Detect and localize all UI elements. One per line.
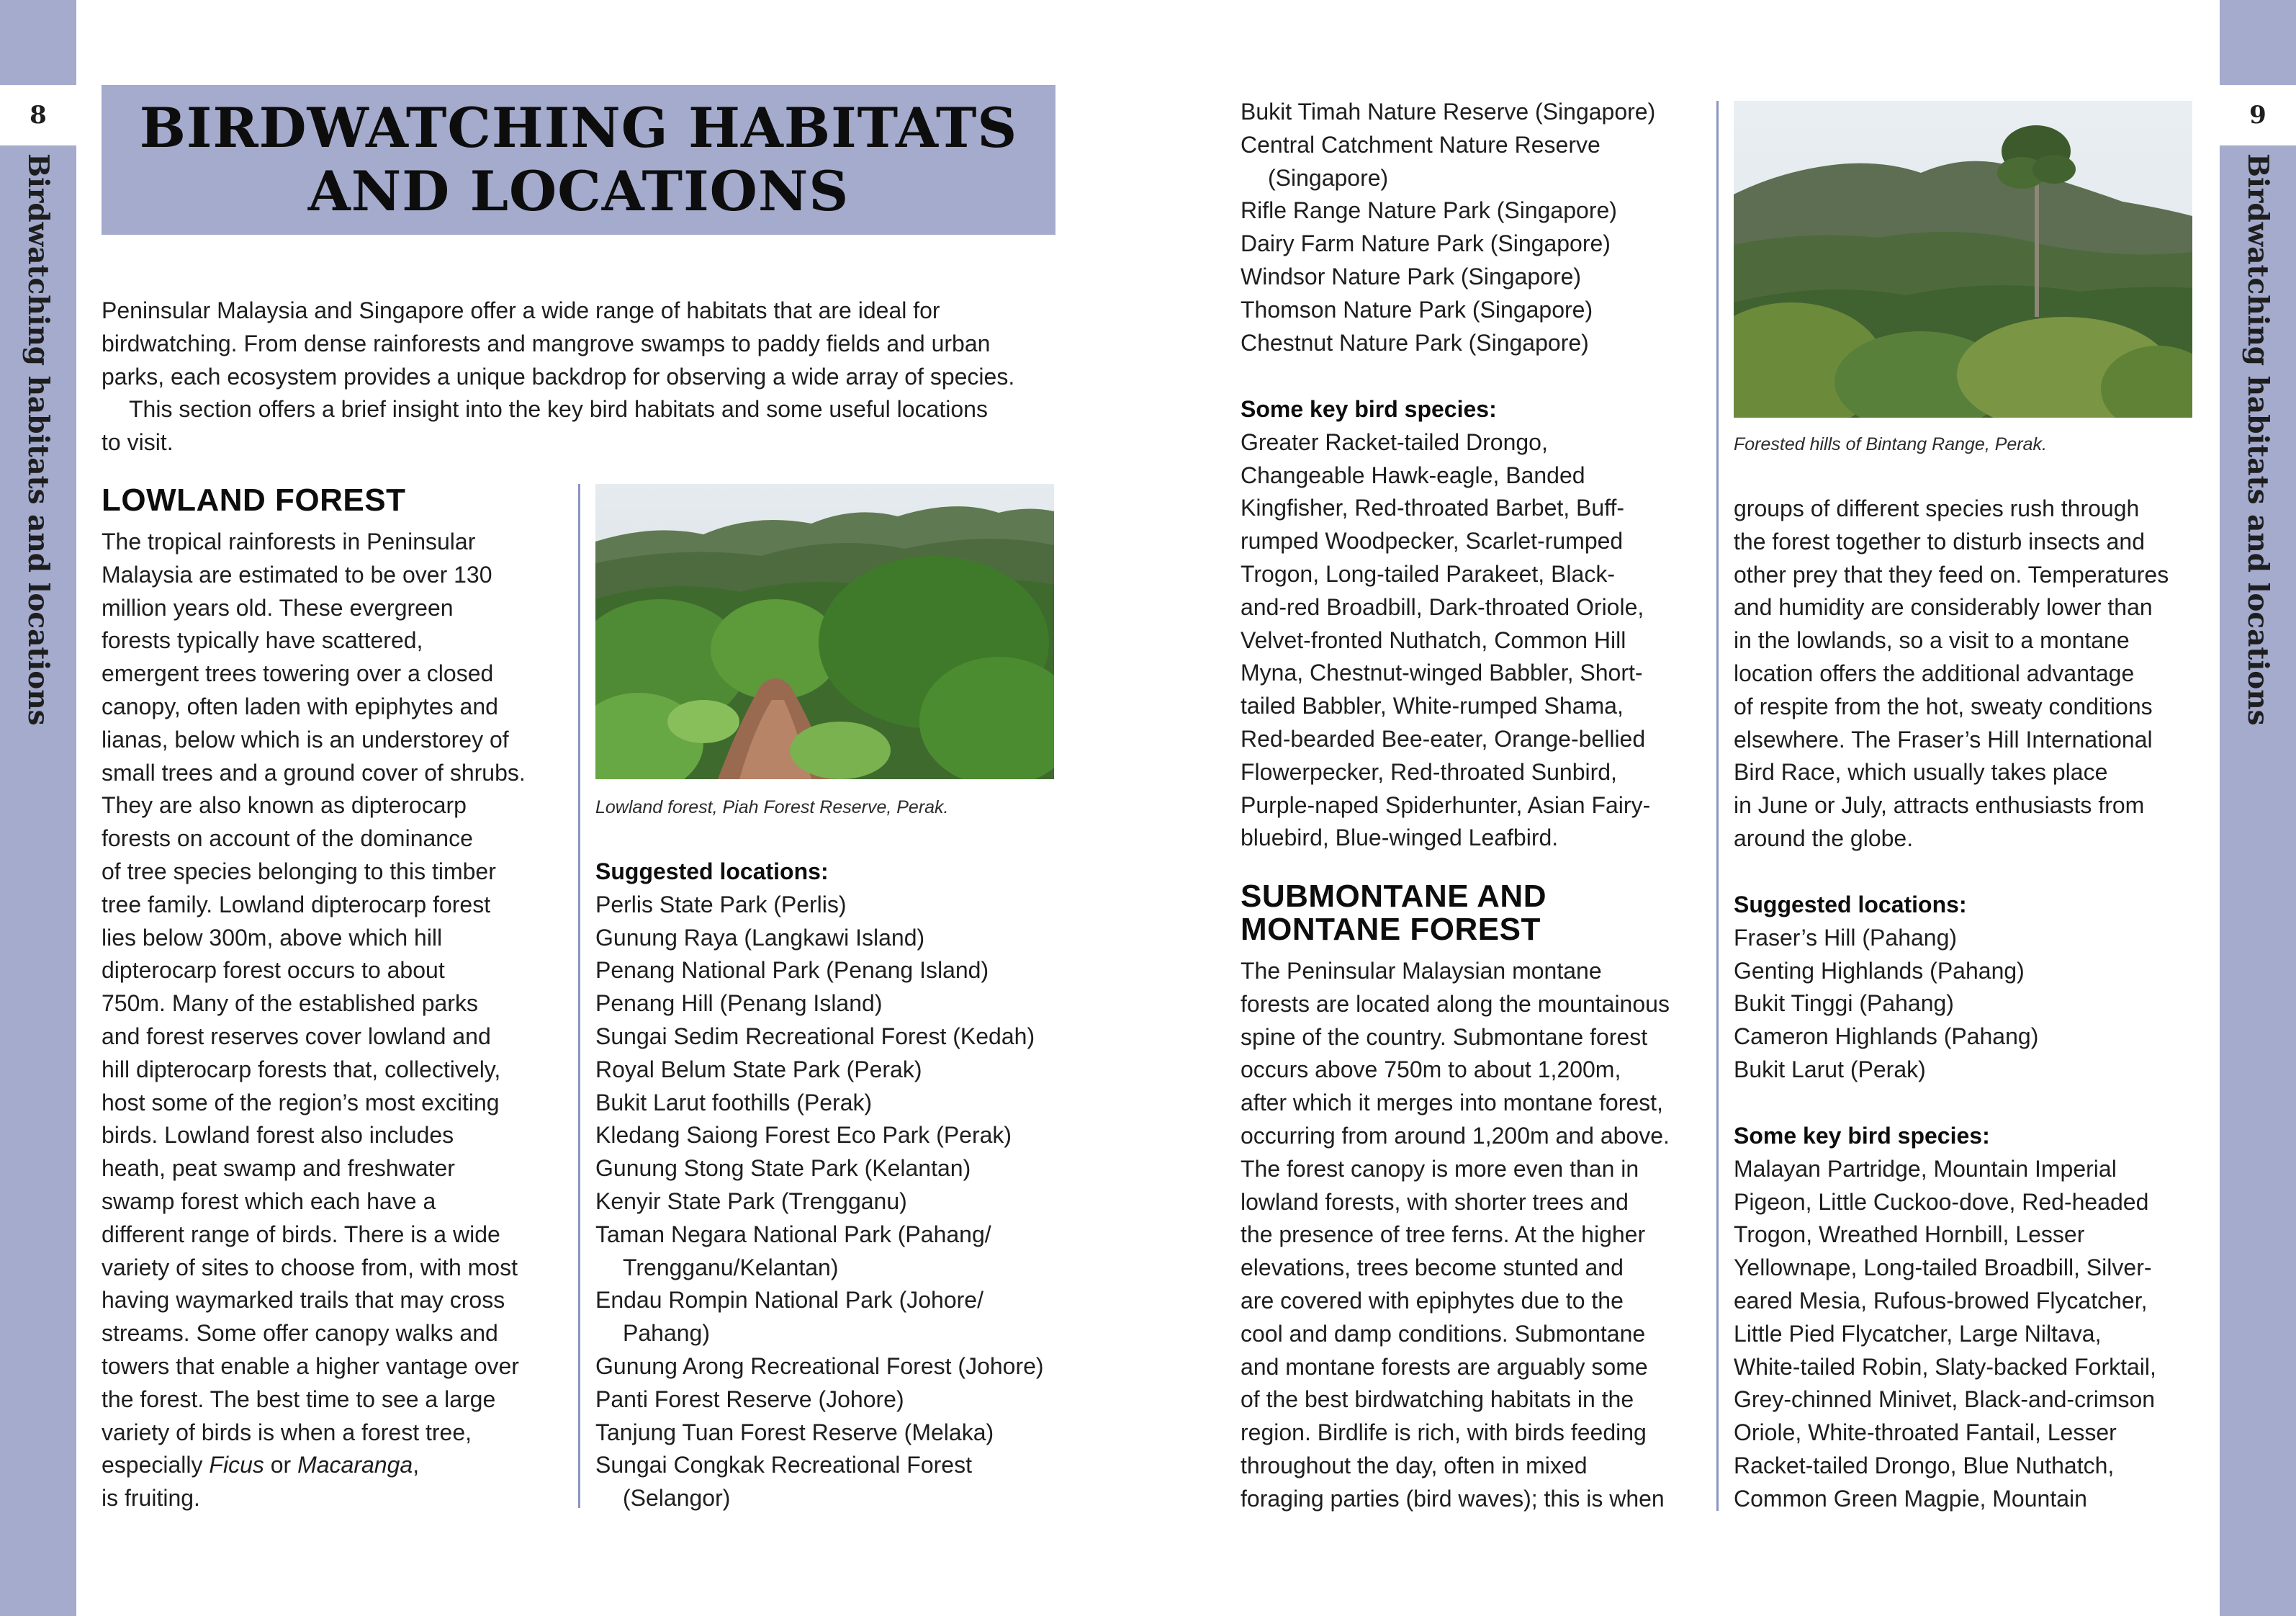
lowland-forest-heading: LOWLAND FOREST [102, 482, 406, 518]
body-line: cool and damp conditions. Submontane [1241, 1320, 1646, 1347]
body-line: the forest. The best time to see a large [102, 1386, 496, 1412]
body-line: lianas, below which is an understorey of [102, 726, 509, 753]
body-line: Malaysia are estimated to be over 130 [102, 561, 492, 588]
lowland-species-heading: Some key bird species: [1241, 396, 1497, 422]
species-line: Grey-chinned Minivet, Black-and-crimson [1734, 1386, 2156, 1413]
body-line: and montane forests are arguably some [1241, 1353, 1648, 1380]
species-line: White-tailed Robin, Slaty-backed Forktail, [1734, 1353, 2156, 1380]
intro-line: parks, each ecosystem provides a unique backdrop for observing a wide array of species. [102, 363, 1015, 390]
body-line-italic-species: especially Ficus or Macaranga, [102, 1452, 420, 1478]
species-line: rumped Woodpecker, Scarlet-rumped [1241, 528, 1624, 555]
body-line: the forest together to disturb insects and [1734, 528, 2145, 555]
body-line: dipterocarp forest occurs to about [102, 957, 445, 984]
location-item: Penang Hill (Penang Island) [595, 990, 883, 1017]
body-line: and humidity are considerably lower than [1734, 594, 2153, 621]
intro-line: Peninsular Malaysia and Singapore offer a wide range of habitats that are ideal for [102, 297, 940, 323]
species-line: Flowerpecker, Red-throated Sunbird, [1241, 758, 1617, 785]
body-line: spine of the country. Submontane forest [1241, 1023, 1648, 1050]
body-line: swamp forest which each have a [102, 1188, 436, 1214]
location-item: Tanjung Tuan Forest Reserve (Melaka) [595, 1419, 994, 1445]
lowland-forest-body [102, 526, 526, 1515]
species-line: Trogon, Long-tailed Parakeet, Black- [1241, 560, 1615, 587]
location-item: Bukit Tinggi (Pahang) [1734, 990, 1954, 1017]
species-line: Racket-tailed Drongo, Blue Nuthatch, [1734, 1452, 2115, 1478]
body-line: variety of sites to choose from, with most [102, 1254, 518, 1280]
body-line: occurs above 750m to about 1,200m, [1241, 1056, 1621, 1083]
location-item: (Singapore) [1268, 164, 1389, 191]
location-item: Gunung Raya (Langkawi Island) [595, 924, 925, 951]
location-item: Kledang Saiong Forest Eco Park (Perak) [595, 1122, 1012, 1149]
location-item: Kenyir State Park (Trengganu) [595, 1188, 907, 1214]
location-item: Endau Rompin National Park (Johore/ [595, 1287, 983, 1314]
location-item: Sungai Congkak Recreational Forest [595, 1452, 972, 1478]
body-line: towers that enable a higher vantage over [102, 1352, 519, 1379]
montane-species-heading: Some key bird species: [1734, 1123, 1990, 1149]
body-line: The forest canopy is more even than in [1241, 1155, 1639, 1182]
montane-forest-heading: SUBMONTANE AND MONTANE FOREST [1241, 879, 1547, 947]
body-line: throughout the day, often in mixed [1241, 1452, 1588, 1478]
species-line: Trogon, Wreathed Hornbill, Lesser [1734, 1221, 2085, 1248]
running-head-left: Birdwatching habitats and locations [22, 153, 55, 726]
body-line: of respite from the hot, sweaty conditions [1734, 693, 2153, 719]
species-line: Changeable Hawk-eagle, Banded [1241, 462, 1585, 488]
species-line: and-red Broadbill, Dark-throated Oriole, [1241, 593, 1644, 620]
location-item: Gunung Stong State Park (Kelantan) [595, 1155, 971, 1182]
location-item: Gunung Arong Recreational Forest (Johore) [595, 1352, 1044, 1379]
page-number-left: 8 [0, 85, 76, 145]
ficus-word: Ficus [209, 1452, 264, 1478]
species-line: Velvet-fronted Nuthatch, Common Hill [1241, 627, 1626, 653]
location-item: Pahang) [623, 1320, 710, 1347]
lowland-species-list [1241, 393, 1650, 855]
location-item: Genting Highlands (Pahang) [1734, 957, 2025, 984]
location-item: Central Catchment Nature Reserve [1241, 131, 1601, 158]
body-line: canopy, often laden with epiphytes and [102, 693, 498, 719]
left-side-tab [0, 0, 76, 1616]
body-line: lowland forests, with shorter trees and [1241, 1188, 1629, 1215]
body-line: forests are located along the mountainous [1241, 990, 1670, 1017]
page-number-right: 9 [2220, 85, 2296, 145]
body-line: after which it merges into montane forest, [1241, 1090, 1663, 1116]
body-line: tree family. Lowland dipterocarp forest [102, 891, 491, 917]
body-line: the presence of tree ferns. At the higher [1241, 1221, 1646, 1248]
body-line: having waymarked trails that may cross [102, 1287, 505, 1314]
body-line: in June or July, attracts enthusiasts from [1734, 792, 2145, 819]
montane-forest-body-continued [1734, 493, 2169, 856]
body-line: around the globe. [1734, 825, 1914, 851]
intro-line: This section offers a brief insight into the key bird habitats and some useful locations [129, 396, 988, 423]
location-item: Trengganu/Kelantan) [623, 1254, 839, 1280]
body-line: elsewhere. The Fraser’s Hill International [1734, 726, 2153, 753]
location-item: Sungai Sedim Recreational Forest (Kedah) [595, 1023, 1035, 1049]
montane-locations-heading: Suggested locations: [1734, 892, 1967, 917]
species-line: Little Pied Flycatcher, Large Niltava, [1734, 1320, 2102, 1347]
body-line: hill dipterocarp forests that, collectively, [102, 1056, 501, 1082]
body-line: Bird Race, which usually takes place [1734, 759, 2108, 786]
running-head-right: Birdwatching habitats and locations [2241, 153, 2274, 726]
body-line: region. Birdlife is rich, with birds feeding [1241, 1419, 1647, 1446]
body-line: occurring from around 1,200m and above. [1241, 1122, 1670, 1149]
intro-line: to visit. [102, 429, 174, 456]
location-item: Fraser’s Hill (Pahang) [1734, 924, 1958, 951]
body-line: of tree species belonging to this timber [102, 858, 496, 884]
body-line: location offers the additional advantage [1734, 660, 2135, 686]
species-line: Yellownape, Long-tailed Broadbill, Silver- [1734, 1254, 2152, 1281]
location-item: Dairy Farm Nature Park (Singapore) [1241, 230, 1611, 257]
intro-paragraph [102, 295, 1014, 459]
species-line: Malayan Partridge, Mountain Imperial [1734, 1155, 2117, 1182]
lowland-locations-list [595, 856, 1044, 1515]
species-line: eared Mesia, Rufous-browed Flycatcher, [1734, 1287, 2148, 1314]
montane-forest-image [1734, 101, 2192, 418]
species-line: Pigeon, Little Cuckoo-dove, Red-headed [1734, 1188, 2149, 1215]
macaranga-word: Macaranga [297, 1452, 413, 1478]
lowland-locations-heading: Suggested locations: [595, 858, 829, 884]
body-line: different range of birds. There is a wide [102, 1221, 500, 1247]
location-item: Penang National Park (Penang Island) [595, 957, 989, 984]
body-line: streams. Some offer canopy walks and [102, 1320, 498, 1347]
singapore-locations-list [1241, 96, 1655, 359]
species-line: Greater Racket-tailed Drongo, [1241, 428, 1548, 455]
body-line: The tropical rainforests in Peninsular [102, 529, 476, 555]
column-divider-left [578, 484, 580, 1508]
lowland-forest-photo [595, 484, 1054, 779]
body-line: are covered with epiphytes due to the [1241, 1287, 1624, 1314]
body-line: is fruiting. [102, 1485, 200, 1512]
location-item: Taman Negara National Park (Pahang/ [595, 1221, 991, 1247]
montane-forest-photo-caption: Forested hills of Bintang Range, Perak. [1734, 434, 2047, 454]
location-item: Windsor Nature Park (Singapore) [1241, 263, 1582, 289]
location-item: Bukit Larut (Perak) [1734, 1056, 1926, 1082]
species-line: Oriole, White-throated Fantail, Lesser [1734, 1419, 2117, 1446]
location-item: Bukit Larut foothills (Perak) [595, 1089, 873, 1116]
location-item: Rifle Range Nature Park (Singapore) [1241, 197, 1617, 224]
body-line: They are also known as dipterocarp [102, 792, 467, 819]
location-item: Perlis State Park (Perlis) [595, 891, 847, 917]
montane-species-list [1734, 1120, 2156, 1516]
species-line: Kingfisher, Red-throated Barbet, Buff- [1241, 495, 1625, 521]
page-title-line-2: AND LOCATIONS [307, 159, 850, 223]
column-divider-right [1716, 101, 1719, 1511]
body-line: in the lowlands, so a visit to a montane [1734, 627, 2130, 654]
body-line: foraging parties (bird waves); this is when [1241, 1485, 1665, 1512]
page-title-line-1: BIRDWATCHING HABITATS [139, 96, 1018, 160]
body-line: elevations, trees become stunted and [1241, 1254, 1624, 1281]
body-line: variety of birds is when a forest tree, [102, 1419, 472, 1445]
lowland-forest-photo-caption: Lowland forest, Piah Forest Reserve, Perak. [595, 797, 949, 817]
body-line: The Peninsular Malaysian montane [1241, 958, 1602, 984]
body-line: forests typically have scattered, [102, 627, 423, 654]
location-item: Cameron Highlands (Pahang) [1734, 1023, 2039, 1050]
body-line: groups of different species rush through [1734, 495, 2140, 521]
intro-line: birdwatching. From dense rainforests and mangrove swamps to paddy fields and urban [102, 330, 991, 356]
body-line: small trees and a ground cover of shrubs. [102, 759, 526, 786]
location-item: (Selangor) [623, 1485, 731, 1512]
location-item: Royal Belum State Park (Perak) [595, 1056, 922, 1082]
species-line: Purple-naped Spiderhunter, Asian Fairy- [1241, 791, 1651, 818]
montane-forest-body [1241, 955, 1670, 1516]
body-line: 750m. Many of the established parks [102, 990, 478, 1017]
montane-forest-photo [1734, 101, 2192, 418]
species-line: bluebird, Blue-winged Leafbird. [1241, 825, 1559, 851]
lowland-forest-image [595, 484, 1054, 779]
body-line: million years old. These evergreen [102, 594, 454, 621]
body-line: of the best birdwatching habitats in the [1241, 1386, 1634, 1413]
species-line: tailed Babbler, White-rumped Shama, [1241, 693, 1624, 719]
right-side-tab [2220, 0, 2296, 1616]
body-line: host some of the region’s most exciting [102, 1089, 500, 1116]
species-line: Common Green Magpie, Mountain [1734, 1485, 2087, 1512]
location-item: Thomson Nature Park (Singapore) [1241, 296, 1593, 323]
species-line: Myna, Chestnut-winged Babbler, Short- [1241, 660, 1643, 686]
body-line: lies below 300m, above which hill [102, 924, 443, 951]
location-item: Bukit Timah Nature Reserve (Singapore) [1241, 99, 1656, 125]
body-line: and forest reserves cover lowland and [102, 1023, 491, 1049]
location-item: Chestnut Nature Park (Singapore) [1241, 329, 1589, 356]
body-line: heath, peat swamp and freshwater [102, 1155, 455, 1182]
montane-locations-list [1734, 889, 2038, 1087]
location-item: Panti Forest Reserve (Johore) [595, 1386, 904, 1412]
body-line: birds. Lowland forest also includes [102, 1122, 454, 1149]
species-line: Red-bearded Bee-eater, Orange-bellied [1241, 725, 1646, 752]
page-title-box [102, 85, 1055, 235]
body-line: emergent trees towering over a closed [102, 660, 494, 687]
body-line: other prey that they feed on. Temperatures [1734, 561, 2169, 588]
body-line: forests on account of the dominance [102, 825, 473, 852]
